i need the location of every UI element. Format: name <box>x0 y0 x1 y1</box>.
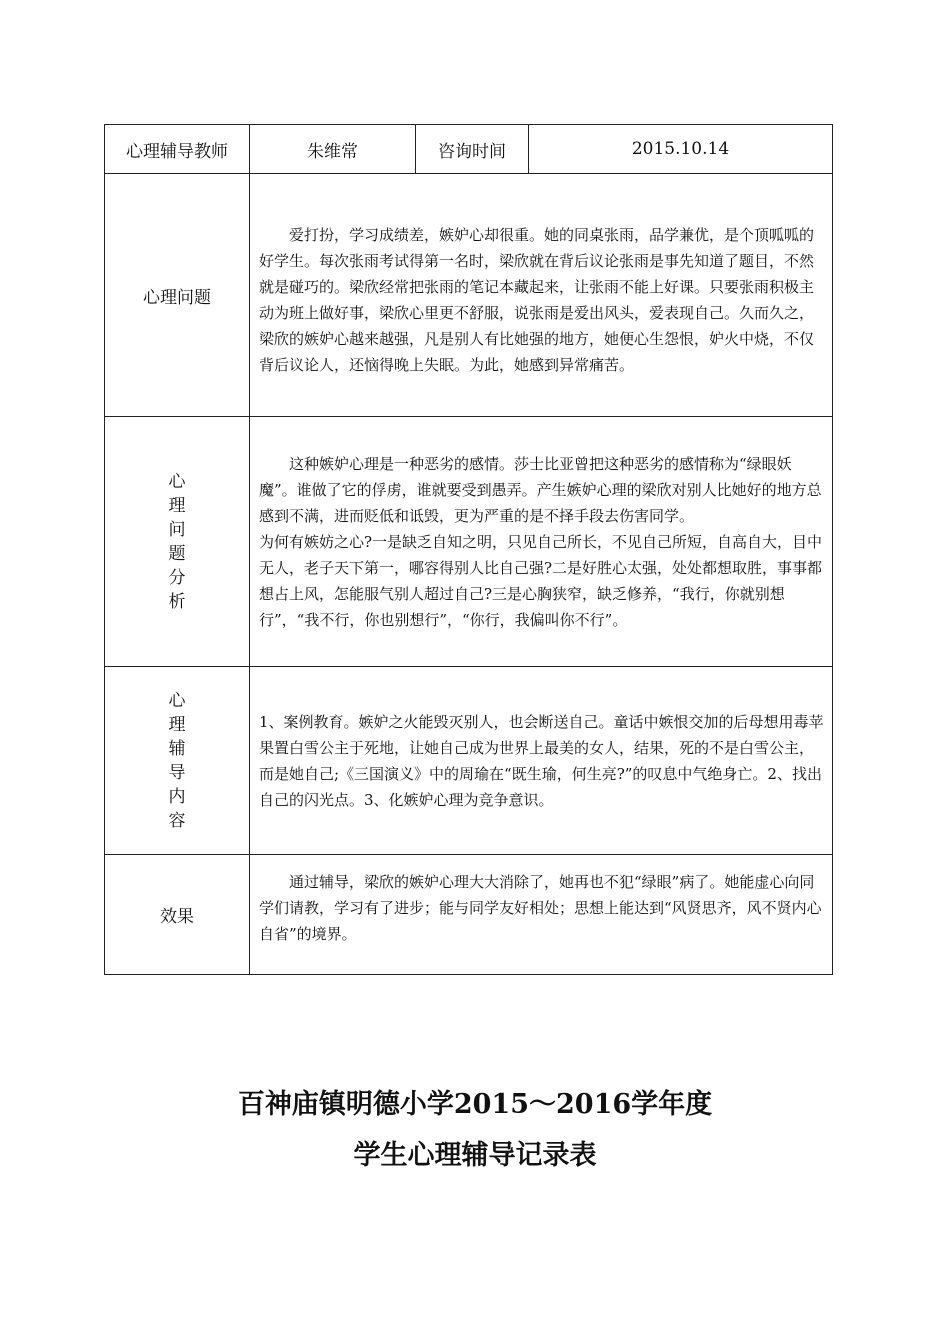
effect-content <box>250 855 833 975</box>
analysis-paragraph-2: 为何有嫉妨之心?一是缺乏自知之明，只见自己所长，不见自己所短，自高自大，目中无人，老子天下第一，哪容得别人比自己强?二是好胜心太强，处处都想取胜，事事都想占上风，怎能服气别人超过自己?三是心胸狭窄，缺乏修养，“我行，你就别想行”，“我不行，你也别想行”，“你行，我偏叫你不行”。 <box>259 532 823 629</box>
guidance-row <box>105 667 833 855</box>
guidance-label-char: 辅 <box>168 738 186 759</box>
guidance-label-char: 心 <box>168 690 186 711</box>
analysis-content <box>250 417 833 667</box>
teacher-name: 朱维常 <box>250 125 416 174</box>
document-title-line-2: 学生心理辅导记录表 <box>353 1140 597 1171</box>
problem-content <box>250 174 833 417</box>
counseling-record-table <box>104 124 833 975</box>
analysis-row <box>105 417 833 667</box>
guidance-label-char: 容 <box>168 810 186 831</box>
analysis-label-char: 问 <box>168 519 186 540</box>
problem-label: 心理问题 <box>105 174 250 417</box>
document-title-line-1: 百神庙镇明德小学2015～2016学年度 <box>237 1089 713 1120</box>
analysis-label-char: 分 <box>168 567 186 588</box>
analysis-label-char: 理 <box>168 495 186 516</box>
analysis-label-char: 析 <box>168 591 186 612</box>
analysis-label-char: 心 <box>168 471 186 492</box>
problem-row <box>105 174 833 417</box>
guidance-label-char: 导 <box>168 762 186 783</box>
header-row <box>105 125 833 174</box>
guidance-text: 1、案例教育。嫉妒之火能毁灭别人，也会断送自己。童话中嫉恨交加的后母想用毒苹果置白雪公主于死地，让她自己成为世界上最美的女人，结果，死的不是白雪公主，而是她自己;《三国演义》中的周瑜在“既生瑜，何生亮?”的叹息中气绝身亡。2、找出自己的闪光点。3、化嫉妒心理为竞争意识。 <box>259 712 824 809</box>
consult-time-label: 咨询时间 <box>416 125 529 174</box>
analysis-label <box>105 417 250 667</box>
consult-time-value: 2015.10.14 <box>529 125 833 174</box>
guidance-content <box>250 667 833 855</box>
analysis-label-char: 题 <box>168 543 186 564</box>
guidance-label <box>105 667 250 855</box>
effect-row <box>105 855 833 975</box>
effect-text: 通过辅导，梁欣的嫉妒心理大大消除了，她再也不犯“绿眼”病了。她能虚心向同学们请教，学习有了进步；能与同学友好相处；思想上能达到“风贤思齐，风不贤内心自省”的境界。 <box>259 872 822 943</box>
problem-text: 爱打扮，学习成绩差，嫉妒心却很重。她的同桌张雨，品学兼优，是个顶呱呱的好学生。每次张雨考试得第一名时，梁欣就在背后议论张雨是事先知道了题目，不然就是碰巧的。梁欣经常把张雨的笔记本藏起来，让张雨不能上好课。只要张雨积极主动为班上做好事，梁欣心里更不舒服，说张雨是爱出风头，爱表现自己。久而久之，梁欣的嫉妒心越来越强，凡是别人有比她强的地方，她便心生怨恨，妒火中烧，不仅背后议论人，还恼得晚上失眠。为此，她感到异常痛苦。 <box>259 226 815 374</box>
guidance-label-char: 内 <box>168 786 186 807</box>
teacher-label: 心理辅导教师 <box>105 125 250 174</box>
guidance-label-char: 理 <box>168 714 186 735</box>
analysis-paragraph-1: 这种嫉妒心理是一种恶劣的感情。莎士比亚曾把这种恶劣的感情称为“绿眼妖魔”。谁做了它的俘虏，谁就要受到愚弄。产生嫉妒心理的梁欣对别人比她好的地方总感到不满，进而贬低和诋毁，更为严重的是不择手段去伤害同学。 <box>259 454 822 525</box>
effect-label: 效果 <box>105 855 250 975</box>
